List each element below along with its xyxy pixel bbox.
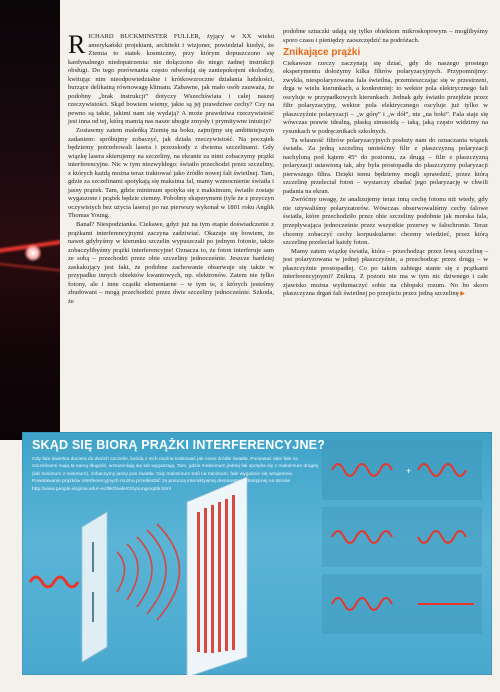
paragraph [283, 248, 488, 299]
article-column-left [68, 30, 274, 307]
paragraph: Banał? Niespodzianka. Ciekawe, gdyż już na tym etapie doświadczenie z prążkami interferencyjnymi zaczyna zadziwiać. Okazuje się bowiem, że nawet gdybyśmy w kierunku szczelin wypuszczali po jednym fotonie, także zobaczylibyśmy prążki interferencyjne! Oznacza to, że foton interferuje sam ze sobą – przechodzi przez obie szczeliny jednocześnie. Jeszcze bardziej zaskakujący jest fakt, że podobne zachowanie obserwuje się także w przypadku innych obiektów kwantowych, np. elektronów. Zatem nie tylko fotony, ale i inne cząstki elementarne – w tym te, z których jesteśmy zbudowani – mogą przechodzić przez dwie szczeliny jednocześnie. Szkoda, że [68, 221, 274, 305]
section-heading: Znikające prążki [283, 47, 361, 59]
laser-photo [0, 0, 60, 440]
sidebar-text: Gdy fala świetlna dociera do dwóch szczelin, każdą z nich można traktować jak nowe źródło światła. Ponieważ obie fale za szczelinami mają tę samą długość, wzmacniają się lub wygaszają. Tam, gdzie maksimum jednej fali spotyka się z maksimum drugiej (lub minimum z minimum), zobaczymy jasny pas światła. Gdy maksimum trafi na minimum, fale wygaśnie się wzajemnie. Powstawanie prążków interferencyjnych można prześledzić za pomocą interaktywnej demonstracji dostępnej na stronie http://www.people.virginia.edu/~ecf6k/fowler03/youngexptlk.html [32, 457, 319, 492]
incoming-wave [30, 577, 78, 587]
slit-plate-1 [82, 512, 107, 662]
paragraph: Zostawmy zatem maleńką Ziemię na boku, zajmijmy się ambitniejszym zadaniem: spróbujmy zobaczyć, jak działa rzeczywistość. Na początek będziemy potrzebowali lasera i przezskody z dwiema szczelinami. Gdy wiązkę lasera skierujemy na szczeliny, na ekranie za nimi zobaczymy prążki interferencyjne. Nic w tym niezwykłego: światło przechodzi przez szczeliny, z których każdą można teraz traktować jako źródło nowej fali świetlnej. Tam, gdzie za szczelinami spotykają się maksima fal, mamy wzmocnienie światła i jasny prążek. Tam, gdzie minimum spotyka się z maksimum, światło zostaje wygaszone i prążek będzie ciemny. Pobobny eksperyment (tyle że z przyczyn oczywistych bez użycia lasera) po raz pierwszy wykonał w 1801 roku Anglik Thomas Young. [68, 127, 274, 220]
paragraph: podobne sztuczki udają się tylko obiektom mikroskopowym – moglibyśmy sporo czasu i pieniędzy zaoszczędzić na podróżach. [283, 28, 488, 44]
paragraph: Ciekawsze rzeczy zaczynają się dziać, gdy do naszego prostego eksperymentu dołożymy kilka filtrów polaryzacyjnych. Przypomnijmy: zwykła, niespolaryzowana fala świetlna, przemieszczając się w przestrzeni, drga w wielu kierunkach, a konkretniej: to wektor pola elektrycznego fali oscyluje w przypadkowych kierunkach. Jednak gdy światło przejdzie przez filtr polaryzacyjny, wektor pola elektrycznego oscyluje już tylko w płaszczyźnie polaryzacji – „w górę” i „w dół”, nie „na boki”. Fala staje się wówczas prawie idealną, płaską sinusoidą – taką, jaką często widzimy na rysunkach w podręcznikach szkolnych. [283, 59, 488, 136]
sidebar-title: SKĄD SIĘ BIORĄ PRĄŻKI INTERFERENCYJNE? [32, 438, 326, 452]
slit [92, 592, 94, 622]
paragraph: Zwróćmy uwagę, że analizujemy teraz inną cechę fotonu niż wtedy, gdy nie używaliśmy polaryzatorów. Wówczas obserwowaliśmy cechy falowe światła, które przechodziło przez obie szczeliny podobnie jak morska fala, przepływająca jednocześnie przez wszystkie przerwy w falochronie. Teraz chcemy zobaczyć cechy korpuskularne: chcemy wiedzieć, przez którą szczelinę przeleciał każdy foton. [283, 196, 488, 247]
article-column-right [283, 28, 488, 299]
paragraph-text: ICHARD BUCKMINSTER FULLER, żyjący w XX wieku amerykański projektant, architekt i wizjoner, powiedział kiedyś, że Ziemia to statek kosmiczny, przy którym dopuszczono się kardynalnego niedopatrzenia: nie dołączono do niego żadnej instrukcji obsługi. Do tego porównania często odwołują się zaniepokojeni ekolodzy, kwitując nim nieodpowiedzialne i krótkowzroczne działania ludzkości, burzące delikatną równowagę klimatu. Zabawne, jak mało osób zauważa, że podobny „brak instrukcji” dotyczy Wszechświata i całej naszej rzeczywistości. Skąd bowiem wiemy, jakie są jej prawdziwe cechy? Czy na pewno są takie, jakimi nam się wydają? A może prawdziwa rzeczywistość jest inna od tej, którą mamią nas nasze ubogie zmysły i prymitywne intuicje? [68, 33, 274, 126]
continue-arrow-icon: ▶ [460, 291, 465, 298]
laser-glow [24, 244, 42, 262]
paragraph [68, 30, 274, 127]
wavefronts [117, 524, 180, 620]
wave-panels [322, 440, 482, 634]
sidebar-box [22, 432, 492, 675]
paragraph-text: Mamy zatem wiązkę światła, która – przechodząc przez lewą szczelinę – jest polaryzowana w jednej płaszczyźnie, a przechodząc przez drugą – w płaszczyźnie prostopadłej. Co po takim zabiegu stanie się z prążkami interferencyjnymi? Znikną. Z pozoru nie ma w tym nic dziwnego i całe zjawisko można wytłumaczyć sobie na chłopski rozum. No bo skoro płaszczyzna drgań fali świetlnej po przejściu przez jedną szczelinę [283, 247, 488, 298]
laser-beam [0, 262, 60, 273]
screen-plate [187, 477, 247, 675]
slit [92, 542, 94, 572]
paragraph: Ta własność filtrów polaryzacyjnych posłuży nam do oznaczania wiązek światła. Za jedną szczeliną umieśćmy filtr z płaszczyzną polaryzacji nachyloną pod kątem 45° do poziomu, za drugą – filtr z płaszczyzną polaryzacji ustawioną tak, aby była prostopadła do płaszczyzny polaryzacji pierwszego filtra. Dzięki temu będziemy mogli sprawdzić, przez którą szczelinę przeleciał foton – wystarczy zbadać jego polaryzację w chwili padania na ekran. [283, 136, 488, 195]
svg-text:+: + [406, 466, 412, 476]
drop-cap: R [68, 30, 86, 59]
